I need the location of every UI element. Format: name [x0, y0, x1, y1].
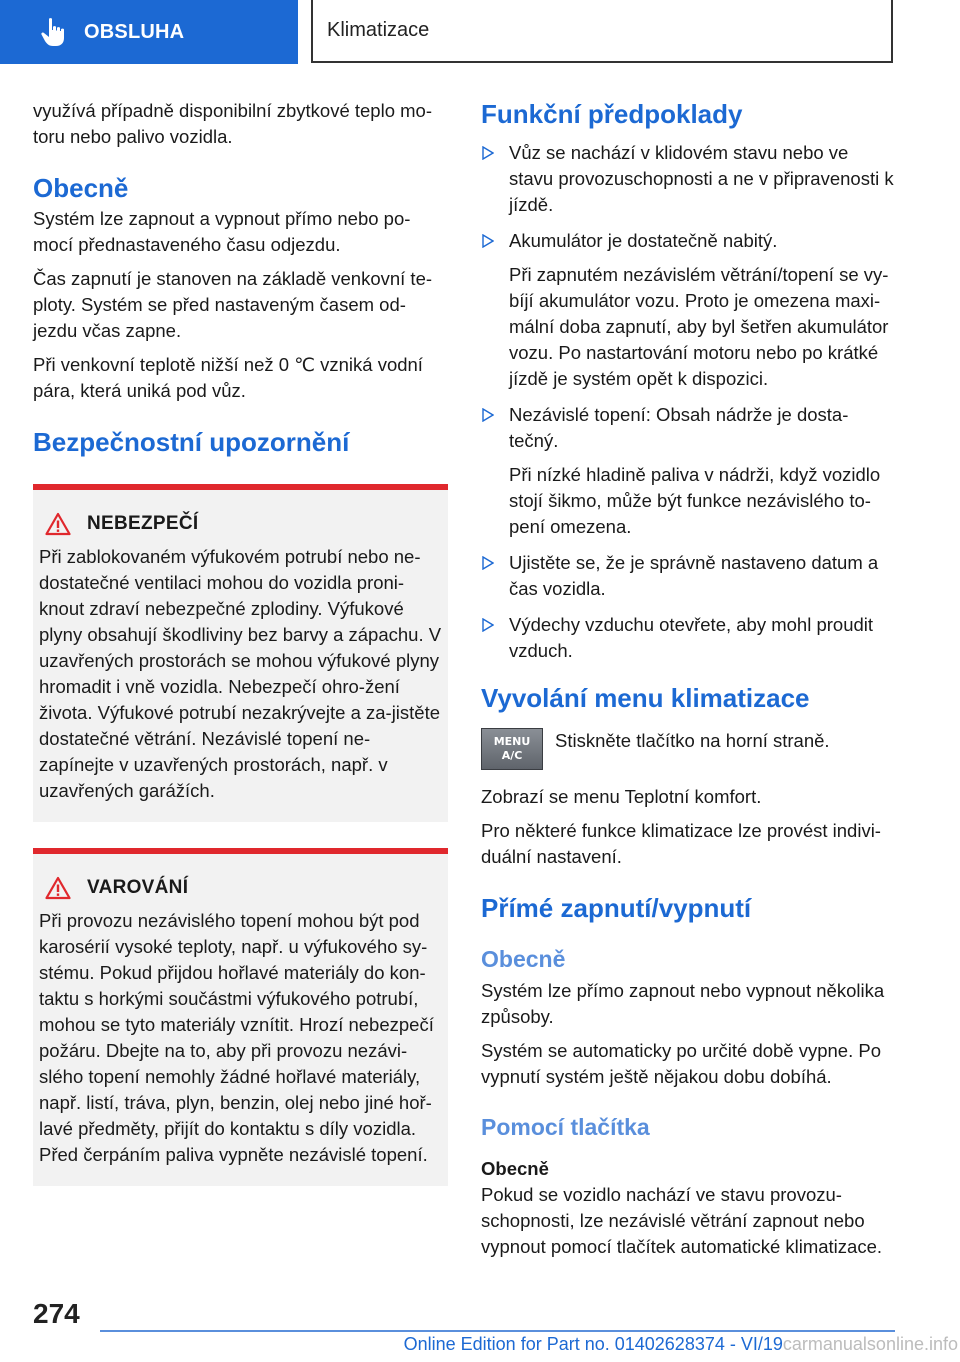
- prerequisites-list: [481, 140, 897, 664]
- list-item-text: Ujistěte se, že je správně nastaveno datum a čas vozidla.: [509, 552, 879, 599]
- intro-paragraph: využívá případně disponibilní zbytkové teplo mo-toru nebo palivo vozidla.: [33, 100, 432, 147]
- list-item-note: Při zapnutém nezávislém větrání/topení se vy-bíjí akumulátor vozu. Proto je omezena maxi-mální doba zapnutí, aby byl šetřen akumulátor vozu. Po nastartování motoru nebo po krátké jízdě je systém opět k dispozici.: [509, 264, 889, 389]
- triangle-bullet-icon: [482, 234, 494, 248]
- menu-heading: Vyvolání menu klimatizace: [481, 683, 810, 713]
- chapter-label: OBSLUHA: [84, 20, 185, 43]
- list-item: [481, 140, 897, 218]
- list-item-note: Při nízké hladině paliva v nádrži, když vozidlo stojí šikmo, může být funkce nezávislého to-pení omezena.: [509, 464, 881, 537]
- triangle-bullet-icon: [482, 408, 494, 422]
- general-paragraph-3: Při venkovní teplotě nižší než 0 ℃ vzniká vodní pára, která uniká pod vůz.: [33, 354, 423, 401]
- list-item-text: Vůz se nachází v klidovém stavu nebo ve stavu provozuschopnosti a ne v připravenosti k jízdě.: [509, 142, 894, 215]
- menu-paragraph-2: Pro některé funkce klimatizace lze provést indivi-duální nastavení.: [481, 820, 881, 867]
- warning-text: Při provozu nezávislého topení mohou být pod karosérií vysoké teploty, např. u výfukového sy-stému. Pokud přijdou hořlavé materiály do kon-taktu s horkými součástmi výfukového potrubí, mohou se tyto materiály vznítit. Hrozí nebezpečí požáru. Dbejte na to, aby při provozu nezávi-slého topení nemohly žádné hořlavé materiály, např. listí, tráva, plyn, benzin, olej nebo jiné hoř-lavé předměty, přijít do kontaktu s díly vozidla. Před čerpáním paliva vypněte nezávislé topení.: [39, 910, 434, 1165]
- footer-edition-text: Online Edition for Part no. 01402628374 - VI/19: [403, 1334, 783, 1354]
- list-item: [481, 612, 897, 664]
- menu-paragraph-1: Zobrazí se menu Teplotní komfort.: [481, 786, 762, 807]
- chapter-tab[interactable]: [0, 0, 298, 64]
- triangle-bullet-icon: [482, 618, 494, 632]
- list-item-text: Výdechy vzduchu otevřete, aby mohl proudit vzduch.: [509, 614, 874, 661]
- footer-divider: [100, 1330, 895, 1332]
- hand-pointer-icon: [40, 17, 66, 47]
- footer-edition: [0, 1334, 958, 1355]
- list-item: [481, 550, 897, 602]
- direct-general-heading: Obecně: [481, 946, 566, 972]
- safety-heading: Bezpečnostní upozornění: [33, 427, 350, 457]
- prerequisites-heading: Funkční předpoklady: [481, 99, 743, 129]
- warning-label: VAROVÁNÍ: [87, 877, 189, 898]
- list-item-text: Akumulátor je dostatečně nabitý.: [509, 230, 778, 251]
- triangle-bullet-icon: [482, 556, 494, 570]
- left-column: [33, 98, 448, 1186]
- list-item-text: Nezávislé topení: Obsah nádrže je dosta-tečný.: [509, 404, 849, 451]
- danger-label: NEBEZPEČÍ: [87, 513, 199, 534]
- menu-button-text: Stiskněte tlačítko na horní straně.: [555, 730, 830, 751]
- warning-triangle-icon: [45, 512, 71, 536]
- list-item: [481, 402, 897, 540]
- danger-box: [33, 484, 448, 822]
- warning-box: [33, 848, 448, 1186]
- page-number: 274: [33, 1298, 80, 1329]
- button-general-heading: Obecně: [481, 1158, 549, 1179]
- direct-paragraph-1: Systém lze přímo zapnout nebo vypnout několika způsoby.: [481, 980, 885, 1027]
- list-item: [481, 228, 897, 392]
- warning-triangle-icon: [45, 876, 71, 900]
- right-column: [481, 98, 897, 1268]
- general-paragraph-1: Systém lze zapnout a vypnout přímo nebo po-mocí přednastaveného času odjezdu.: [33, 208, 411, 255]
- general-paragraph-2: Čas zapnutí je stanoven na základě venkovní te-ploty. Systém se před nastaveným časem od-jezdu včas zapne.: [33, 268, 433, 341]
- footer-watermark: carmanualsonline.info: [782, 1334, 958, 1354]
- triangle-bullet-icon: [482, 146, 494, 160]
- general-heading: Obecně: [33, 173, 129, 203]
- menu-button-row: [481, 728, 897, 770]
- button-heading: Pomocí tlačítka: [481, 1114, 650, 1140]
- section-label: Klimatizace: [327, 19, 430, 41]
- section-header: [311, 0, 893, 63]
- menu-ac-button[interactable]: MENU A/C: [481, 728, 543, 770]
- button-paragraph-1: Pokud se vozidlo nachází ve stavu provozu-schopnosti, lze nezávislé větrání zapnout nebo vypnout pomocí tlačítek automatické klimatizace.: [481, 1184, 883, 1257]
- danger-text: Při zablokovaném výfukovém potrubí nebo ne-dostatečné ventilaci mohou do vozidla proni-knout zdraví nebezpečné zplodiny. Výfukové plyny obsahují škodliviny bez barvy a zápachu. V uzavřených prostorách se mohou výfukové plyny hromadit i vně vozidla. Nebezpečí ohro-žení života. Výfukové potrubí nezakrývejte a za-jistěte dostatečné větrání. Nezávislé topení ne-zapínejte v uzavřených prostorách, např. v uzavřených garážích.: [39, 546, 442, 801]
- direct-paragraph-2: Systém se automaticky po určité době vypne. Po vypnutí systém ještě nějakou dobu dobíhá.: [481, 1040, 882, 1087]
- direct-heading: Přímé zapnutí/vypnutí: [481, 893, 752, 923]
